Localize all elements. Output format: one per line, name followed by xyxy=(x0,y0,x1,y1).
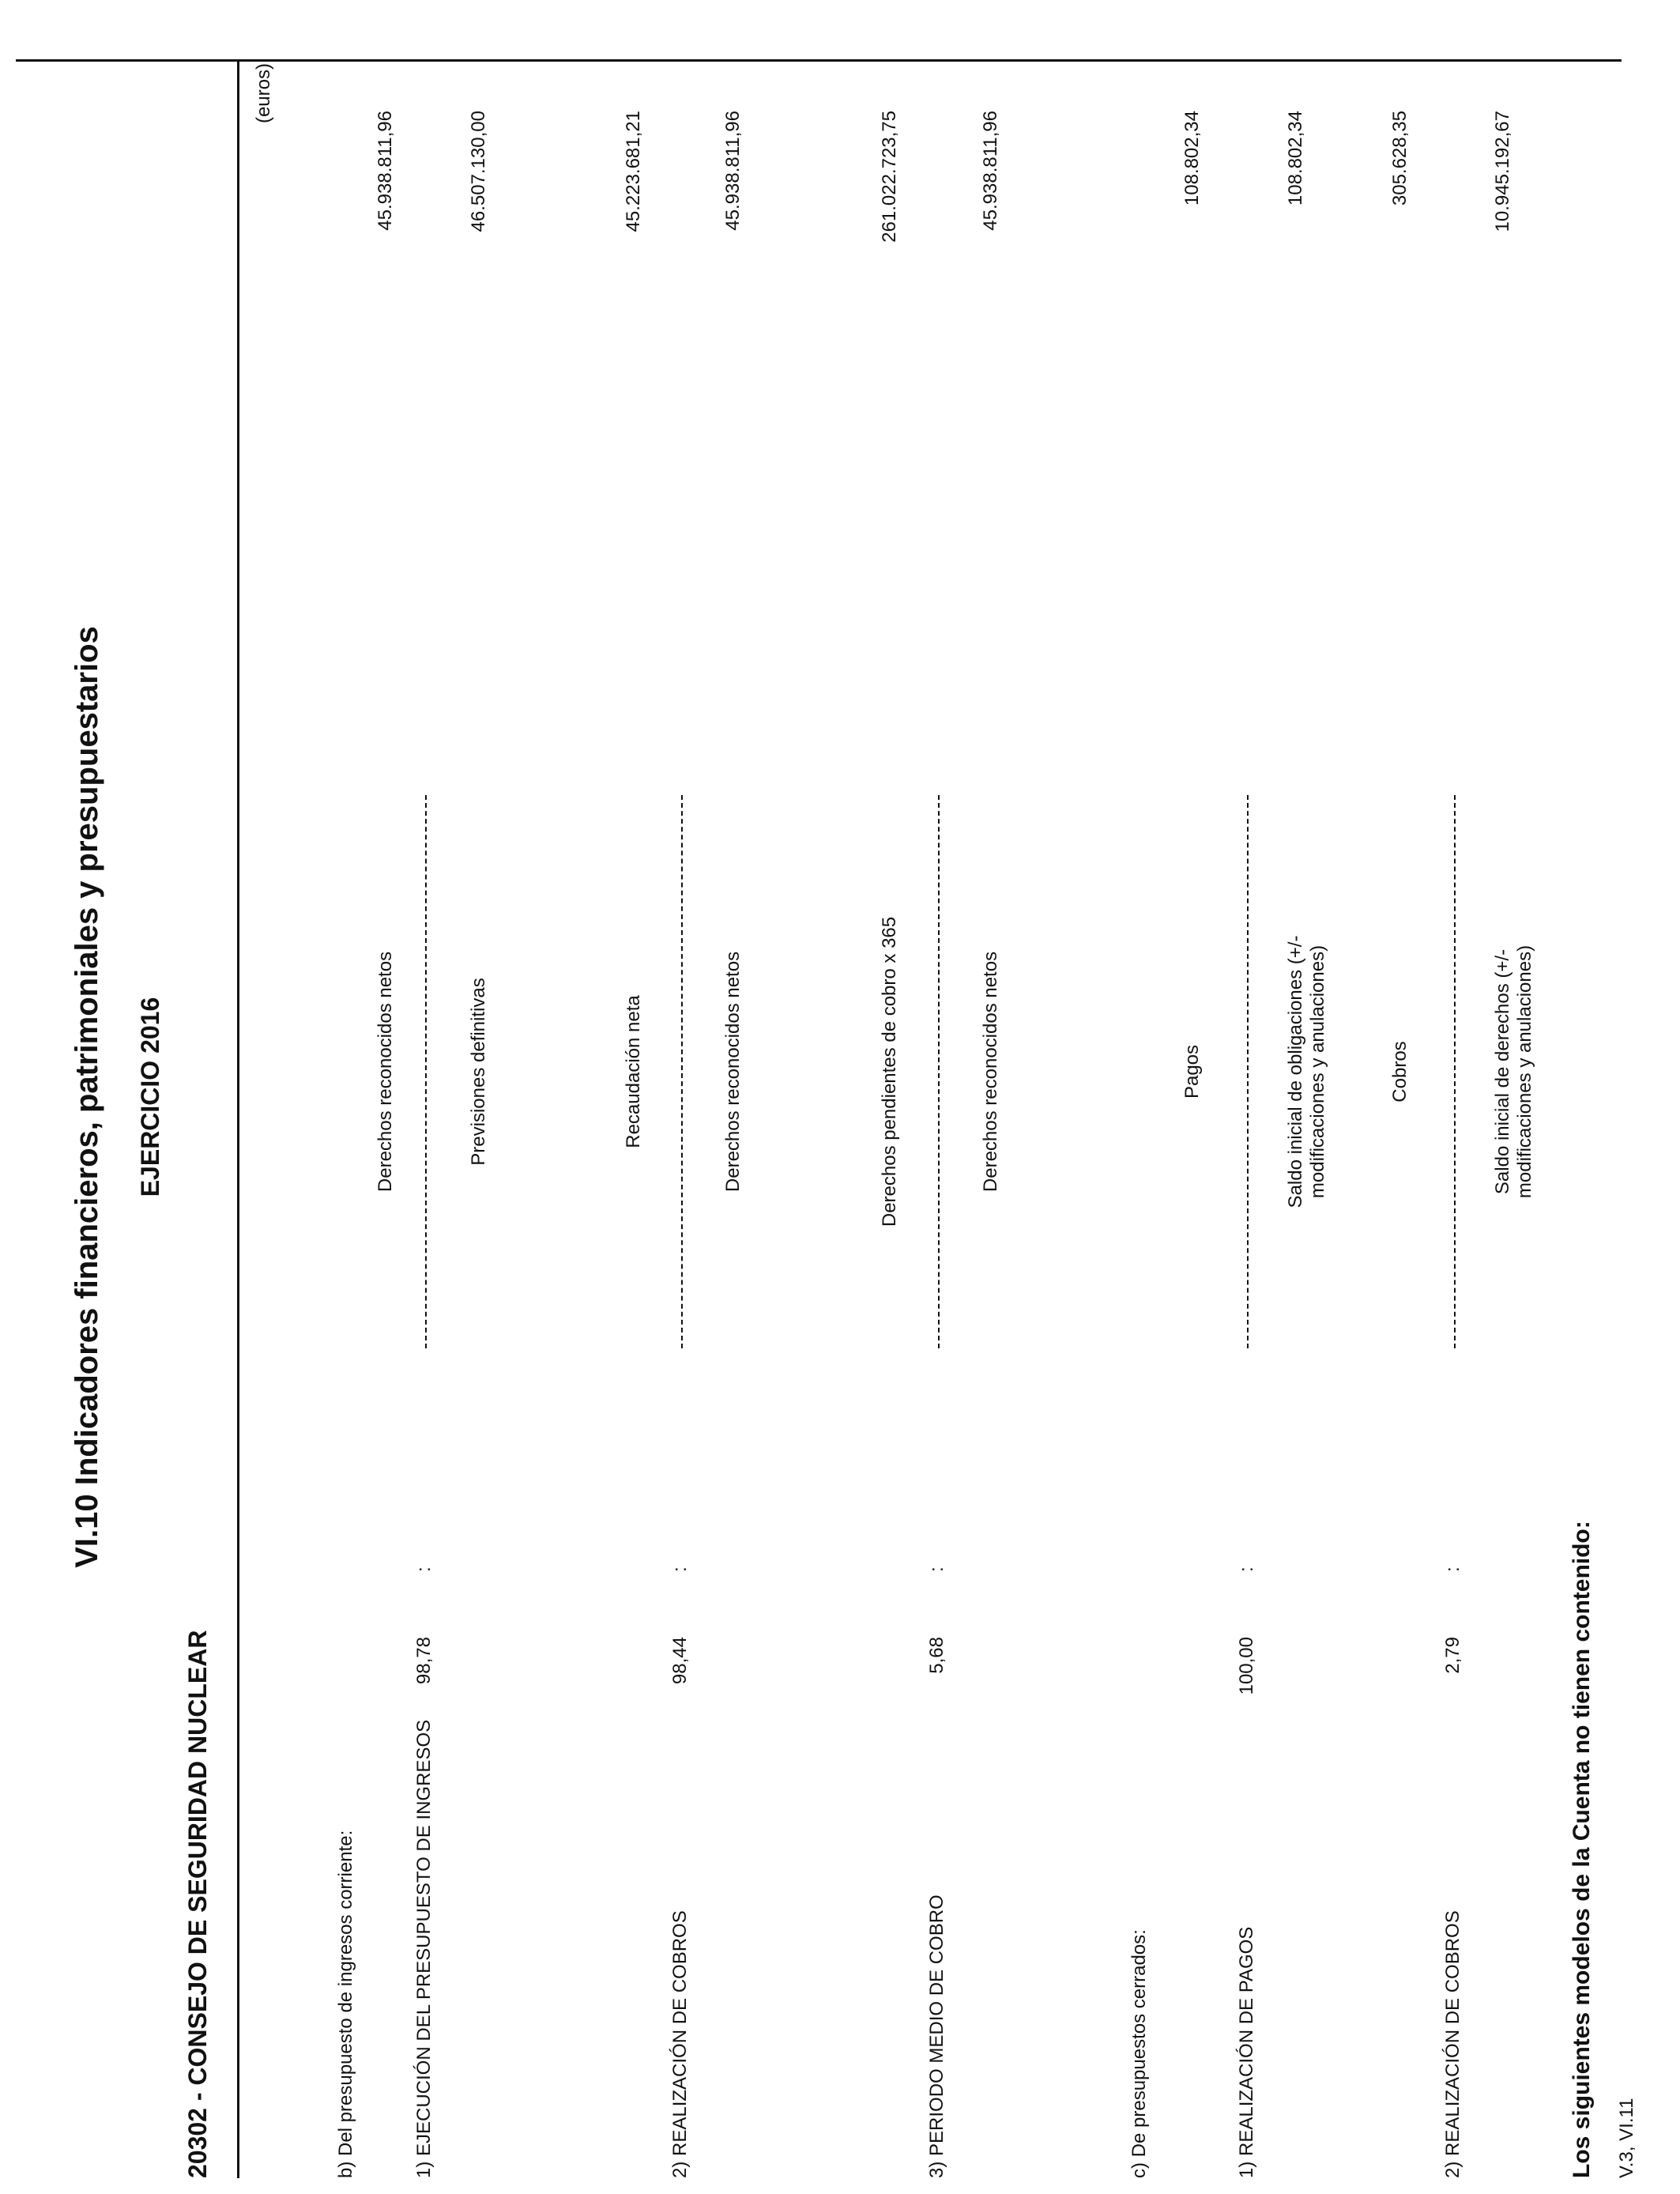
indicator-ratio: 100,00 xyxy=(1236,1637,1257,1695)
indicator-colon: : xyxy=(926,1566,947,1572)
denominator-value: 45.938.811,96 xyxy=(980,111,1001,231)
numerator-label: Derechos pendientes de cobro x 365 xyxy=(879,916,900,1227)
indicator-ratio: 98,78 xyxy=(413,1637,435,1685)
indicator-label: 1) EJECUCIÓN DEL PRESUPUESTO DE INGRESOS xyxy=(413,1719,435,2178)
page-title: VI.10 Indicadores financieros, patrimoniales y presupuestarios xyxy=(70,626,104,1568)
indicator-ratio: 5,68 xyxy=(926,1637,947,1674)
denominator-label: Derechos reconocidos netos xyxy=(722,951,744,1193)
numerator-value: 108.802,34 xyxy=(1181,111,1203,206)
numerator-value: 45.938.811,96 xyxy=(375,111,396,231)
numerator-value: 261.022.723,75 xyxy=(879,111,900,243)
indicator-ratio: 2,79 xyxy=(1442,1637,1463,1674)
empty-models-list: V.3, VI.11 xyxy=(1616,2098,1637,2178)
denominator-value: 10.945.192,67 xyxy=(1492,111,1513,232)
denominator-label: Previsiones definitivas xyxy=(468,978,489,1166)
entity-name: 20302 - CONSEJO DE SEGURIDAD NUCLEAR xyxy=(183,1630,212,2178)
indicator-label: 3) PERIODO MEDIO DE COBRO xyxy=(926,1894,947,2178)
indicator-colon: : xyxy=(1236,1566,1257,1572)
empty-models-title: Los siguientes modelos de la Cuenta no tienen contenido: xyxy=(1569,1521,1595,2178)
indicator-label: 1) REALIZACIÓN DE PAGOS xyxy=(1236,1926,1257,2178)
numerator-label: Derechos reconocidos netos xyxy=(375,951,396,1193)
fraction-line xyxy=(681,795,683,1348)
section-c-heading: c) De presupuestos cerrados: xyxy=(1128,1929,1150,2178)
fraction-line xyxy=(425,795,427,1348)
indicator-ratio: 98,44 xyxy=(669,1637,691,1685)
fiscal-year: EJERCICIO 2016 xyxy=(136,997,164,1197)
denominator-value: 45.938.811,96 xyxy=(722,111,744,231)
numerator-label: Recaudación neta xyxy=(623,995,644,1148)
header-divider xyxy=(237,59,239,2178)
fraction-line xyxy=(938,795,940,1348)
indicator-colon: : xyxy=(1442,1566,1463,1572)
indicator-colon: : xyxy=(669,1566,691,1572)
denominator-value: 46.507.130,00 xyxy=(468,111,489,232)
section-b-heading: b) Del presupuesto de ingresos corriente: xyxy=(335,1830,356,2178)
numerator-value: 305.628,35 xyxy=(1389,111,1411,206)
denominator-label: Saldo inicial de derechos (+/- modificaciones y anulaciones) xyxy=(1492,944,1535,1199)
numerator-value: 45.223.681,21 xyxy=(623,111,644,232)
denominator-label: Saldo inicial de obligaciones (+/- modificaciones y anulaciones) xyxy=(1285,935,1328,1208)
indicator-colon: : xyxy=(413,1566,435,1572)
right-border xyxy=(16,59,1622,62)
fraction-line xyxy=(1247,795,1249,1348)
units-label: (euros) xyxy=(253,63,274,124)
fraction-line xyxy=(1454,795,1456,1348)
indicator-label: 2) REALIZACIÓN DE COBROS xyxy=(1442,1910,1463,2178)
numerator-label: Pagos xyxy=(1181,1044,1203,1099)
denominator-value: 108.802,34 xyxy=(1285,111,1306,206)
denominator-label: Derechos reconocidos netos xyxy=(980,951,1001,1193)
indicator-label: 2) REALIZACIÓN DE COBROS xyxy=(669,1910,691,2178)
numerator-label: Cobros xyxy=(1389,1041,1411,1103)
